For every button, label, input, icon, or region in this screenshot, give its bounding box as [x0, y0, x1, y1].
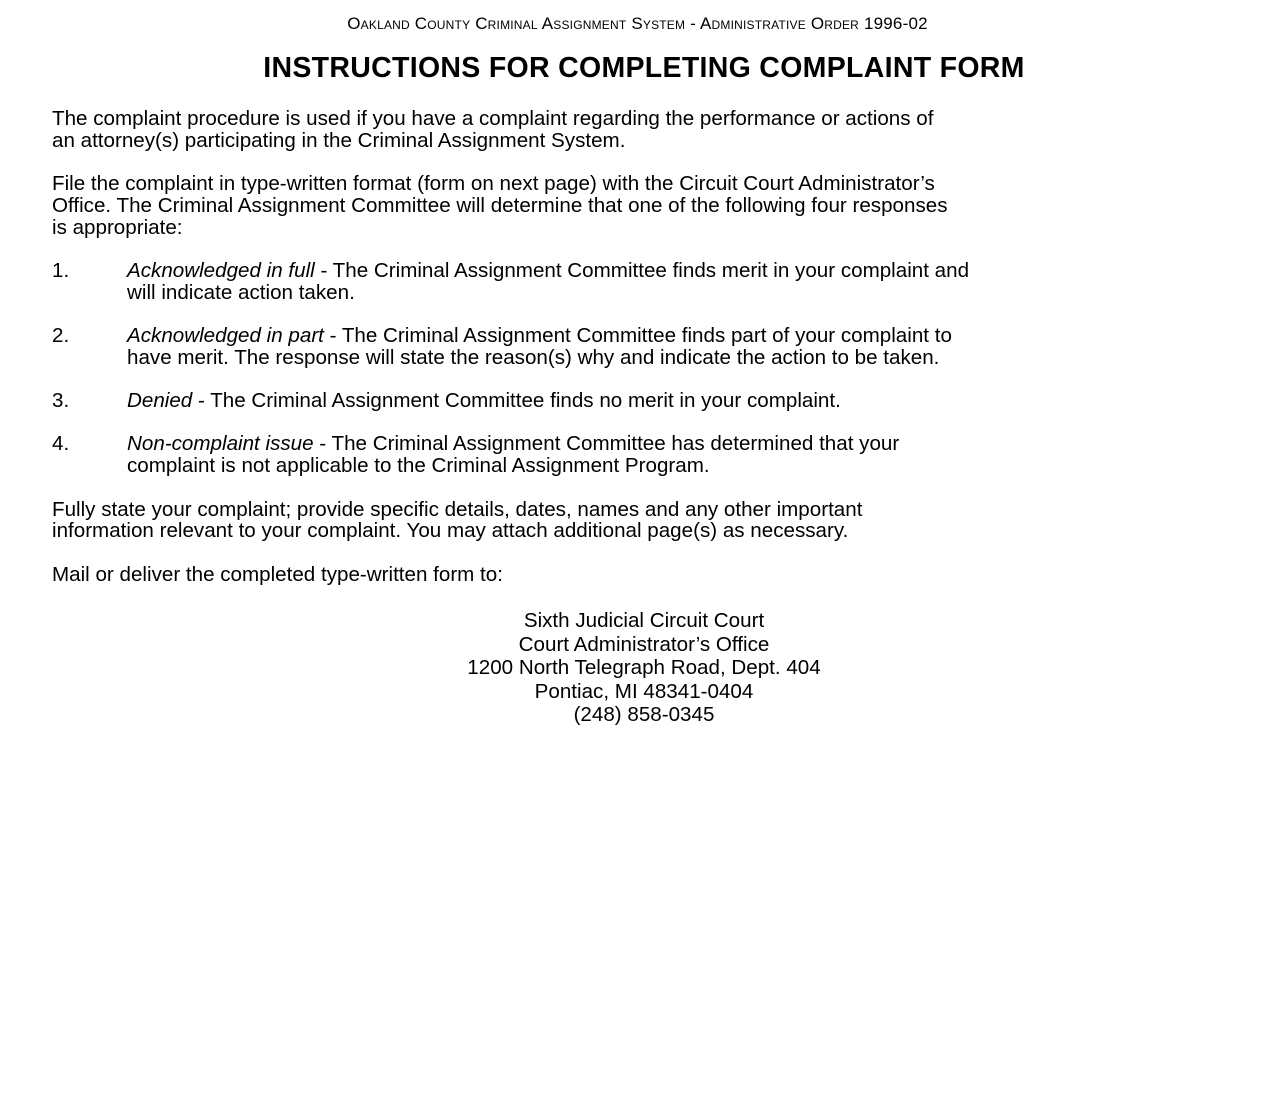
item-number: 4. — [52, 432, 70, 456]
response-item-2 — [52, 325, 1252, 369]
response-text: - The Criminal Assignment Committee finds no merit in your complaint. — [192, 389, 841, 413]
response-term: Acknowledged in part — [127, 324, 324, 348]
response-item-3 — [52, 390, 1252, 412]
item-number: 3. — [52, 389, 70, 413]
mail-instruction — [52, 564, 1252, 586]
item-number: 1. — [52, 258, 70, 282]
address-line: 1200 North Telegraph Road, Dept. 404 — [467, 656, 821, 679]
response-term: Acknowledged in full — [127, 258, 315, 282]
address-line: Court Administrator’s Office — [518, 632, 770, 656]
address-line: Pontiac, MI 48341-0404 — [534, 679, 754, 703]
text-line: File the complaint in type-written format (form on next page) with the Circuit Court Administrator’s — [52, 172, 935, 196]
text-line: The complaint procedure is used if you have a complaint regarding the performance or actions of — [52, 107, 934, 130]
item-number: 2. — [52, 324, 70, 348]
document-header: Oakland County Criminal Assignment System - Administrative Order 1996-02 — [347, 14, 928, 33]
text-line: Mail or deliver the completed type-written form to: — [52, 562, 503, 586]
filing-paragraph — [52, 173, 1252, 238]
response-text: - The Criminal Assignment Committee has determined that your — [313, 432, 900, 456]
text-line: Fully state your complaint; provide specific details, dates, names and any other important — [52, 497, 863, 521]
response-text: will indicate action taken. — [127, 280, 355, 304]
mailing-address — [0, 609, 1275, 727]
response-text: - The Criminal Assignment Committee finds part of your complaint to — [323, 324, 952, 348]
details-paragraph — [52, 499, 1252, 543]
text-line: is appropriate: — [52, 215, 183, 239]
address-line: Sixth Judicial Circuit Court — [523, 609, 765, 632]
intro-paragraph — [52, 108, 1252, 152]
response-term: Denied — [127, 389, 193, 413]
response-text: complaint is not applicable to the Criminal Assignment Program. — [127, 454, 710, 478]
text-line: information relevant to your complaint. You may attach additional page(s) as necessary. — [52, 519, 849, 543]
text-line: Office. The Criminal Assignment Committee will determine that one of the following four responses — [52, 193, 948, 217]
response-item-4 — [52, 433, 1252, 477]
response-text: - The Criminal Assignment Committee finds merit in your complaint and — [314, 258, 970, 282]
document-body — [52, 108, 1252, 607]
phone-number: (248) 858-0345 — [573, 703, 715, 726]
response-term: Non-complaint issue — [127, 432, 314, 456]
text-line: an attorney(s) participating in the Criminal Assignment System. — [52, 128, 626, 152]
response-item-1 — [52, 260, 1252, 304]
response-text: have merit. The response will state the reason(s) why and indicate the action to be taken. — [127, 345, 940, 369]
page-title: INSTRUCTIONS FOR COMPLETING COMPLAINT FORM — [263, 52, 1025, 84]
